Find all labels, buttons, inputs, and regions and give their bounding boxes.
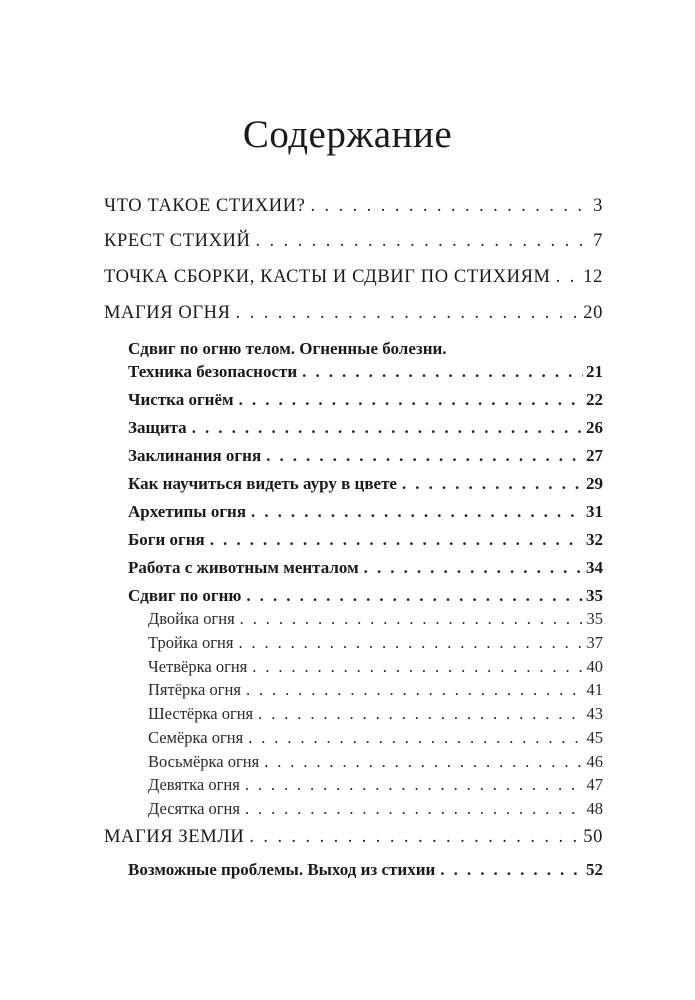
toc-page-number: 52 <box>586 860 603 879</box>
toc-entry-label: Шестёрка огня <box>148 704 254 723</box>
toc-entry-label: Боги огня <box>128 530 205 549</box>
toc-page-number: 43 <box>586 704 603 723</box>
toc-entry[interactable] <box>128 502 603 522</box>
dot-leader <box>402 474 583 494</box>
dot-leader <box>249 827 580 848</box>
toc-entry[interactable] <box>128 586 603 606</box>
toc-entry[interactable] <box>128 530 603 550</box>
toc-entry[interactable] <box>148 799 603 819</box>
toc-entry-label: КРЕСТ СТИХИЙ <box>104 231 251 251</box>
page-title: Содержание <box>242 113 453 156</box>
toc-entry[interactable] <box>104 231 603 252</box>
toc-entry[interactable] <box>128 558 603 578</box>
toc-page-number: 22 <box>586 390 603 409</box>
toc-entry[interactable] <box>128 860 603 880</box>
toc-entry-label: Восьмёрка огня <box>148 752 260 771</box>
toc-page-number: 26 <box>586 418 603 437</box>
dot-leader <box>255 231 590 252</box>
dot-leader <box>251 502 583 522</box>
toc-entry-label: Техника безопасности <box>128 362 298 381</box>
toc-entry[interactable] <box>148 775 603 795</box>
dot-leader <box>264 752 583 772</box>
dot-leader <box>236 303 581 324</box>
dot-leader <box>252 657 583 677</box>
toc-page-number: 45 <box>586 728 603 747</box>
toc-entry[interactable] <box>104 267 603 288</box>
dot-leader <box>258 704 583 724</box>
toc-entry-label: Заклинания огня <box>128 446 262 465</box>
toc-entry[interactable] <box>128 446 603 466</box>
toc-page-number: 48 <box>586 799 603 818</box>
dot-leader <box>302 362 583 382</box>
toc-entry[interactable] <box>148 704 603 724</box>
dot-leader <box>246 680 584 700</box>
toc-page-number: 41 <box>586 680 603 699</box>
toc-page-number: 46 <box>586 752 603 771</box>
toc-entry-label: Сдвиг по огню <box>128 586 242 605</box>
toc-page-number: 34 <box>586 558 603 577</box>
dot-leader <box>246 586 583 606</box>
dot-leader <box>210 530 583 550</box>
toc-page-number: 29 <box>586 474 603 493</box>
dot-leader <box>364 558 583 578</box>
dot-leader <box>240 609 584 629</box>
toc-entry[interactable] <box>148 609 603 629</box>
dot-leader <box>310 196 590 217</box>
toc-entry-label: Тройка огня <box>148 633 234 652</box>
toc-entry[interactable] <box>148 752 603 772</box>
toc-page-number: 32 <box>586 530 603 549</box>
toc-entry-label: ТОЧКА СБОРКИ, КАСТЫ И СДВИГ ПО СТИХИЯМ <box>104 267 551 287</box>
toc-entry[interactable] <box>128 474 603 494</box>
toc-page-number: 35 <box>586 609 603 628</box>
toc-entry-label: МАГИЯ ОГНЯ <box>104 303 231 323</box>
dot-leader <box>192 418 583 438</box>
toc-entry[interactable] <box>148 680 603 700</box>
toc-entry[interactable] <box>104 303 603 324</box>
toc-entry-label: МАГИЯ ЗЕМЛИ <box>104 827 245 847</box>
toc-page-number: 21 <box>586 362 603 381</box>
toc-entry[interactable] <box>104 827 603 848</box>
toc-entry[interactable] <box>148 657 603 677</box>
toc-entry-label: Пятёрка огня <box>148 680 241 699</box>
dot-leader <box>238 633 583 653</box>
toc-entry-label: Возможные проблемы. Выход из стихии <box>128 860 436 879</box>
toc-entry-label: Семёрка огня <box>148 728 244 747</box>
toc-entry[interactable] <box>128 418 603 438</box>
dot-leader <box>248 728 583 748</box>
toc-page-number: 12 <box>583 267 603 287</box>
toc-page-number: 27 <box>586 446 603 465</box>
toc-entry[interactable] <box>128 362 603 382</box>
dot-leader <box>239 390 583 410</box>
toc-entry-label: ЧТО ТАКОЕ СТИХИИ? <box>104 196 306 216</box>
dot-leader <box>266 446 583 466</box>
toc-entry-label: Чистка огнём <box>128 390 234 409</box>
toc-entry-first-line: Сдвиг по огню телом. Огненные болезни. <box>128 339 447 358</box>
toc-entry-label: Архетипы огня <box>128 502 247 521</box>
toc-entry-label: Как научиться видеть ауру в цвете <box>128 474 397 493</box>
toc-page-number: 20 <box>583 303 603 323</box>
toc-page-number: 50 <box>583 827 603 847</box>
dot-leader <box>245 775 584 795</box>
toc-page-number: 31 <box>586 502 603 521</box>
toc-entry-label: Двойка огня <box>148 609 235 628</box>
toc-entry-label: Работа с животным менталом <box>128 558 359 577</box>
toc-page-number: 47 <box>586 775 603 794</box>
toc-entry[interactable] <box>128 390 603 410</box>
toc-page-number: 35 <box>586 586 603 605</box>
toc-page-number: 37 <box>586 633 603 652</box>
toc-entry-label: Десятка огня <box>148 799 240 818</box>
dot-leader <box>245 799 584 819</box>
toc-page-number: 7 <box>593 231 603 251</box>
toc-entry[interactable] <box>148 728 603 748</box>
toc-entry[interactable] <box>148 633 603 653</box>
dot-leader <box>556 267 581 288</box>
toc-entry[interactable] <box>104 196 603 217</box>
toc-entry-label: Четвёрка огня <box>148 657 248 676</box>
dot-leader <box>440 860 583 880</box>
toc-page-number: 3 <box>593 196 603 216</box>
toc-entry-label: Защита <box>128 418 187 437</box>
toc-page-number: 40 <box>586 657 603 676</box>
toc-entry-label: Девятка огня <box>148 775 240 794</box>
